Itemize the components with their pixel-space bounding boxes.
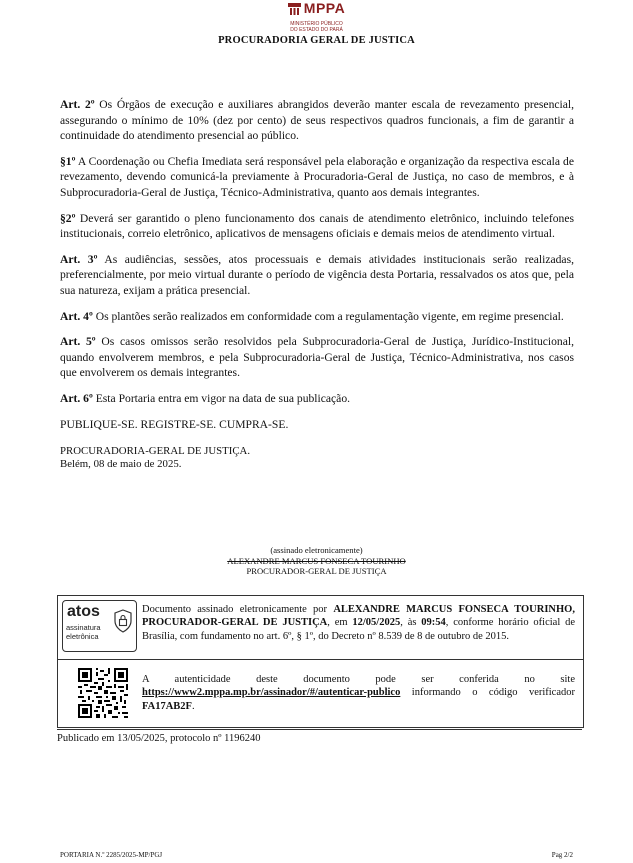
signature-block (0, 545, 633, 577)
signer-role: PROCURADOR-GERAL DE JUSTIÇA (246, 566, 387, 576)
signature-note: (assinado eletronicamente) (270, 545, 363, 555)
article-label: Art. 5º (60, 335, 96, 349)
article-label: Art. 6º (60, 392, 93, 406)
electronic-signature-box (57, 595, 584, 728)
article-2 (60, 97, 574, 144)
signer-name: ALEXANDRE MARCUS FONSECA TOURINHO (227, 555, 406, 566)
article-3 (60, 252, 574, 299)
issuer-org: PROCURADORIA-GERAL DE JUSTIÇA. (60, 444, 251, 457)
atos-badge-word: atos (67, 603, 100, 620)
logo-subtitle-2: DO ESTADO DO PARÁ (290, 27, 343, 33)
paragraph-text: A Coordenação ou Chefia Imediata será responsável pela elaboração e organização da respectiva escala de revezamento, devendo comunicá-la previamente à Procuradoria-Geral de Justiça, no caso de membros, e à Subprocuradoria-Geral de Justiça, Técnico-Administrativa, quanto aos demais integrantes. (60, 154, 574, 199)
atos-badge-line-2: eletrônica (66, 631, 99, 641)
logo-subtitle-1: MINISTÉRIO PÚBLICO (290, 21, 343, 27)
article-label: Art. 2º (60, 98, 95, 111)
article-text: Os casos omissos serão resolvidos pela Subprocuradoria-Geral de Justiça, Jurídico-Institucional, quando envolverem membros, e pela Subprocuradoria-Geral de Justiça, Técnico-Administrativa, nos casos que envolverem os demais integrantes. (60, 335, 574, 380)
atos-badge-subtitle (66, 624, 101, 641)
atos-badge-line-1: assinatura (66, 623, 101, 632)
signature-statement: Documento assinado eletronicamente por ALEXANDRE MARCUS FONSECA TOURINHO, PROCURADOR-GERAL DE JUSTIÇA, em 12/05/2025, às 09:54, conforme horário oficial de Brasília, com fundamento no art. 6º, § 1º, do Decreto nº 8.539 de 8 de outubro de 2015. (142, 604, 575, 642)
signature-signer: ALEXANDRE MARCUS FONSECA TOURINHO, PROCURADOR-GERAL DE JUSTIÇA (142, 604, 575, 629)
signature-time: 09:54 (421, 617, 446, 629)
article-label: Art. 3º (60, 252, 98, 266)
footer-page-number: Pag 2/2 (551, 851, 573, 859)
article-6 (60, 391, 574, 407)
qr-code-icon[interactable] (78, 668, 128, 718)
header-title: PROCURADORIA GERAL DE JUSTICA (218, 35, 415, 46)
closing-statement: PUBLIQUE-SE. REGISTRE-SE. CUMPRA-SE. (60, 418, 289, 432)
paragraph-label: §2º (60, 211, 76, 225)
verification-code: FA17AB2F (142, 700, 192, 712)
paragraph-text: Deverá ser garantido o pleno funcionamento dos canais de atendimento eletrônico, incluindo telefones institucionais, correio eletrônico, aplicativos de mensagens oficiais e demais meios de atendimento virtual. (60, 211, 574, 241)
signature-date: 12/05/2025 (352, 617, 401, 629)
mppa-logo (0, 2, 633, 33)
article-4 (60, 309, 574, 325)
article-text: Os Órgãos de execução e auxiliares abrangidos deverão manter escala de revezamento presencial, assegurando o mínimo de 10% (dez por cento) de seus respectivos quadros funcionais, a fim de garantir a continuidade do atendimento presencial ao público. (60, 98, 574, 142)
paragraph-1 (60, 154, 574, 201)
mppa-shield-icon (288, 3, 301, 15)
issuer-place-date: Belém, 08 de maio de 2025. (60, 458, 182, 471)
logo-text: MPPA (303, 0, 346, 16)
signature-box-divider (58, 659, 583, 660)
article-text: Esta Portaria entra em vigor na data de sua publicação. (92, 392, 351, 406)
article-label: Art. 4º (60, 309, 93, 323)
atos-badge (62, 600, 137, 652)
publication-note: Publicado em 13/05/2025, protocolo nº 1196240 (57, 729, 582, 744)
paragraph-2 (60, 211, 574, 242)
document-body (60, 97, 574, 472)
lock-icon (113, 609, 133, 633)
authenticity-statement: A autenticidade deste documento pode ser conferida no site https://www2.mppa.mp.br/assinador/#/autenticar-publico informando o código verificador FA17AB2F. (142, 674, 575, 712)
article-text: Os plantões serão realizados em conformidade com a regulamentação vigente, em regime presencial. (92, 309, 564, 323)
verify-link[interactable]: https://www2.mppa.mp.br/assinador/#/autenticar-publico (142, 687, 401, 699)
article-text: As audiências, sessões, atos processuais e demais atividades institucionais serão realizadas, preferencialmente, por meio virtual durante o período de vigência desta Portaria, ressalvados os atos que, pela sua natureza, exijam a prática presencial. (60, 252, 574, 297)
article-5 (60, 334, 574, 381)
paragraph-label: §1º (60, 154, 76, 168)
footer-document-id: PORTARIA N.º 2285/2025-MP/PGJ (60, 851, 163, 859)
